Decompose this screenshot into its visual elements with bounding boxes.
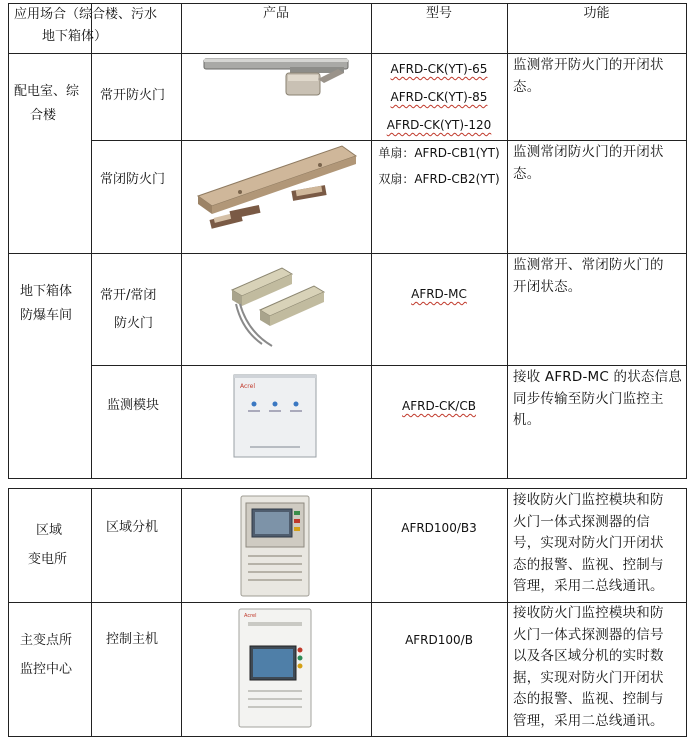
model-number: AFRD100/B3 xyxy=(401,521,477,535)
location-cell: 区域 变电所 xyxy=(28,523,68,567)
grid-line xyxy=(8,53,687,54)
location-cell: 主变点所 监控中心 xyxy=(20,633,73,677)
regional-unit-image xyxy=(238,493,312,599)
grid-line xyxy=(8,253,687,254)
grid-line xyxy=(91,3,92,479)
grid-line xyxy=(8,488,687,489)
header-function: 功能 xyxy=(583,6,610,21)
door-sensor-image xyxy=(192,142,362,238)
grid-line xyxy=(686,3,687,479)
grid-line xyxy=(8,736,687,737)
function-text: 接收防火门监控模块和防 火门一体式探测器的信 号，实现对防火门开闭状 态的报警、监视、控制与 管理，采用二总线通讯。 xyxy=(513,492,664,594)
function-text: 监测常开防火门的开闭状 态。 xyxy=(513,57,664,95)
grid-line xyxy=(686,488,687,737)
grid-line xyxy=(181,3,182,479)
door-closer-image xyxy=(198,55,358,105)
model-number: AFRD-CK/CB xyxy=(402,399,476,413)
function-text: 接收防火门监控模块和防 火门一体式探测器的信号 以及各区域分机的实时数 据，实现对防火门开闭状 态的报警、监视、控制与 管理，采用二总线通讯。 xyxy=(513,605,664,729)
grid-line xyxy=(507,3,508,479)
model-number: 单扇：AFRD-CB1(YT) 双扇：AFRD-CB2(YT) xyxy=(378,146,500,186)
model-number: AFRD100/B xyxy=(405,633,473,647)
product-name: 常开/常闭 防火门 xyxy=(100,288,157,331)
product-name: 监测模块 xyxy=(107,398,160,413)
product-name: 控制主机 xyxy=(106,632,159,647)
function-text: 监测常开、常闭防火门的 开闭状态。 xyxy=(513,257,664,295)
header-location: 应用场合（综合楼、污水 地下箱体） xyxy=(14,7,158,44)
grid-line xyxy=(8,488,9,737)
product-name: 常闭防火门 xyxy=(100,172,166,187)
header-product: 产品 xyxy=(262,6,289,21)
grid-line xyxy=(181,488,182,737)
grid-line xyxy=(507,488,508,737)
product-name: 常开防火门 xyxy=(100,88,166,103)
header-model: 型号 xyxy=(425,6,452,21)
product-name: 区域分机 xyxy=(106,520,159,535)
magnetic-sensor-image xyxy=(222,260,332,352)
location-cell: 地下箱体 防爆车间 xyxy=(20,284,73,323)
grid-line xyxy=(8,3,9,479)
control-host-image xyxy=(236,606,314,732)
function-text: 监测常闭防火门的开闭状 态。 xyxy=(513,144,664,182)
grid-line xyxy=(8,478,687,479)
monitoring-module-image xyxy=(230,372,320,462)
model-number: AFRD-CK(YT)-65 AFRD-CK(YT)-85 AFRD-CK(YT)-120 xyxy=(386,62,492,132)
grid-line xyxy=(91,488,92,737)
location-cell: 配电室、综 合楼 xyxy=(14,84,80,123)
function-text: 接收 AFRD-MC 的状态信息 同步传输至防火门监控主 机。 xyxy=(513,369,683,428)
grid-line xyxy=(91,365,687,366)
model-number: AFRD-MC xyxy=(411,287,467,301)
svg-text:Acrel: Acrel xyxy=(244,613,257,619)
svg-text:Acrel: Acrel xyxy=(240,383,255,390)
